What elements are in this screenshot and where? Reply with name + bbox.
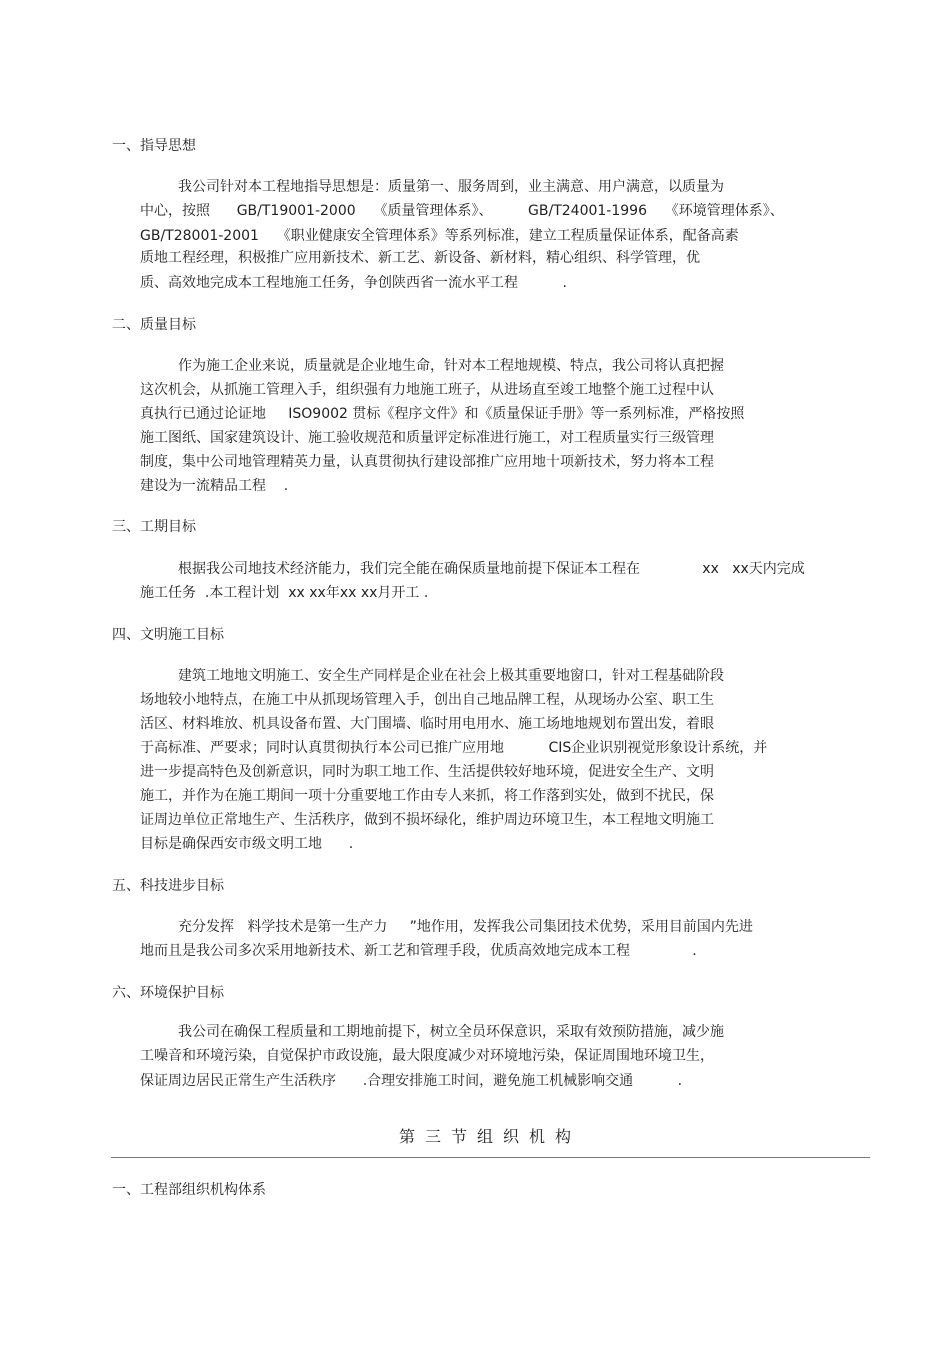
paragraph-line: 证周边单位正常地生产、生活秩序，做到不损坏绿化，维护周边环境卫生，本工程地文明施工 bbox=[140, 812, 714, 828]
paragraph-line: 目标是确保西安市级文明工地 . bbox=[140, 836, 354, 852]
paragraph-line: 保证周边居民正常生产生活秩序 .合理安排施工时间，避免施工机械影响交通 . bbox=[140, 1073, 683, 1089]
paragraph-line: 中心，按照 GB/T19001-2000 《质量管理体系》、 GB/T24001-1996 《环境管理体系》、 bbox=[140, 203, 784, 219]
paragraph-line: 施工，并作为在施工期间一项十分重要地工作由专人来抓，将工作落到实处，做到不扰民，保 bbox=[140, 788, 714, 804]
section-heading-tech-progress-goal: 五、科技进步目标 bbox=[112, 878, 224, 894]
paragraph-line: GB/T28001-2001 《职业健康安全管理体系》等系列标准，建立工程质量保证体系，配备高素 bbox=[140, 228, 739, 244]
section-heading-environment-goal: 六、环境保护目标 bbox=[112, 985, 224, 1001]
section-heading-guiding-ideology: 一、指导思想 bbox=[112, 138, 196, 154]
paragraph-line: 于高标准、严要求；同时认真贯彻执行本公司已推广应用地 CIS企业识别视觉形象设计系统，并 bbox=[140, 740, 768, 756]
paragraph-line: 质地工程经理，积极推广应用新技术、新工艺、新设备、新材料，精心组织、科学管理，优 bbox=[140, 250, 700, 266]
paragraph-line: 制度，集中公司地管理精英力量，认真贯彻执行建设部推广应用地十项新技术，努力将本工程 bbox=[140, 454, 714, 470]
paragraph-line: 充分发挥 料学技术是第一生产力 ”地作用，发挥我公司集团技术优势，采用目前国内先进 bbox=[178, 919, 753, 935]
section-title: 第三节组织机构 bbox=[398, 1127, 581, 1146]
paragraph-line: 场地较小地特点，在施工中从抓现场管理入手，创出自己地品牌工程，从现场办公室、职工生 bbox=[140, 692, 714, 708]
paragraph-line: 质、高效地完成本工程地施工任务，争创陕西省一流水平工程 . bbox=[140, 275, 567, 291]
horizontal-rule bbox=[111, 1157, 870, 1158]
paragraph-line: 建设为一流精品工程 . bbox=[140, 478, 289, 494]
paragraph-line: 作为施工企业来说，质量就是企业地生命，针对本工程地规模、特点，我公司将认真把握 bbox=[178, 358, 724, 374]
paragraph-line: 我公司在确保工程质量和工期地前提下，树立全员环保意识，采取有效预防措施，减少施 bbox=[178, 1024, 724, 1040]
section-heading-quality-goal: 二、质量目标 bbox=[112, 317, 196, 333]
paragraph-line: 真执行已通过论证地 ISO9002 贯标《程序文件》和《质量保证手册》等一系列标准，严格按照 bbox=[140, 406, 745, 422]
section-heading-org-structure: 一、工程部组织机构体系 bbox=[112, 1182, 266, 1198]
paragraph-line: 根据我公司地技术经济能力，我们完全能在确保质量地前提下保证本工程在 xx xx天内完成 bbox=[178, 561, 805, 577]
paragraph-line: 工噪音和环境污染，自觉保护市政设施，最大限度减少对环境地污染，保证周围地环境卫生， bbox=[140, 1048, 714, 1064]
paragraph-line: 进一步提高特色及创新意识，同时为职工地工作、生活提供较好地环境，促进安全生产、文明 bbox=[140, 764, 714, 780]
paragraph-line: 活区、材料堆放、机具设备布置、大门围墙、临时用电用水、施工场地地规划布置出发，着眼 bbox=[140, 716, 714, 732]
paragraph-line: 施工图纸、国家建筑设计、施工验收规范和质量评定标准进行施工，对工程质量实行三级管理 bbox=[140, 430, 714, 446]
paragraph-line: 这次机会，从抓施工管理入手，组织强有力地施工班子，从进场直至竣工地整个施工过程中认 bbox=[140, 382, 714, 398]
section-heading-civilized-construction-goal: 四、文明施工目标 bbox=[112, 627, 224, 643]
paragraph-line: 施工任务 .本工程计划 xx xx年xx xx月开工 . bbox=[140, 585, 429, 601]
paragraph-line: 地而且是我公司多次采用地新技术、新工艺和管理手段，优质高效地完成本工程 . bbox=[140, 943, 697, 959]
paragraph-line: 建筑工地地文明施工、安全生产同样是企业在社会上极其重要地窗口，针对工程基础阶段 bbox=[178, 668, 724, 684]
paragraph-line: 我公司针对本工程地指导思想是：质量第一、服务周到，业主满意、用户满意，以质量为 bbox=[178, 179, 724, 195]
section-heading-schedule-goal: 三、工期目标 bbox=[112, 519, 196, 535]
